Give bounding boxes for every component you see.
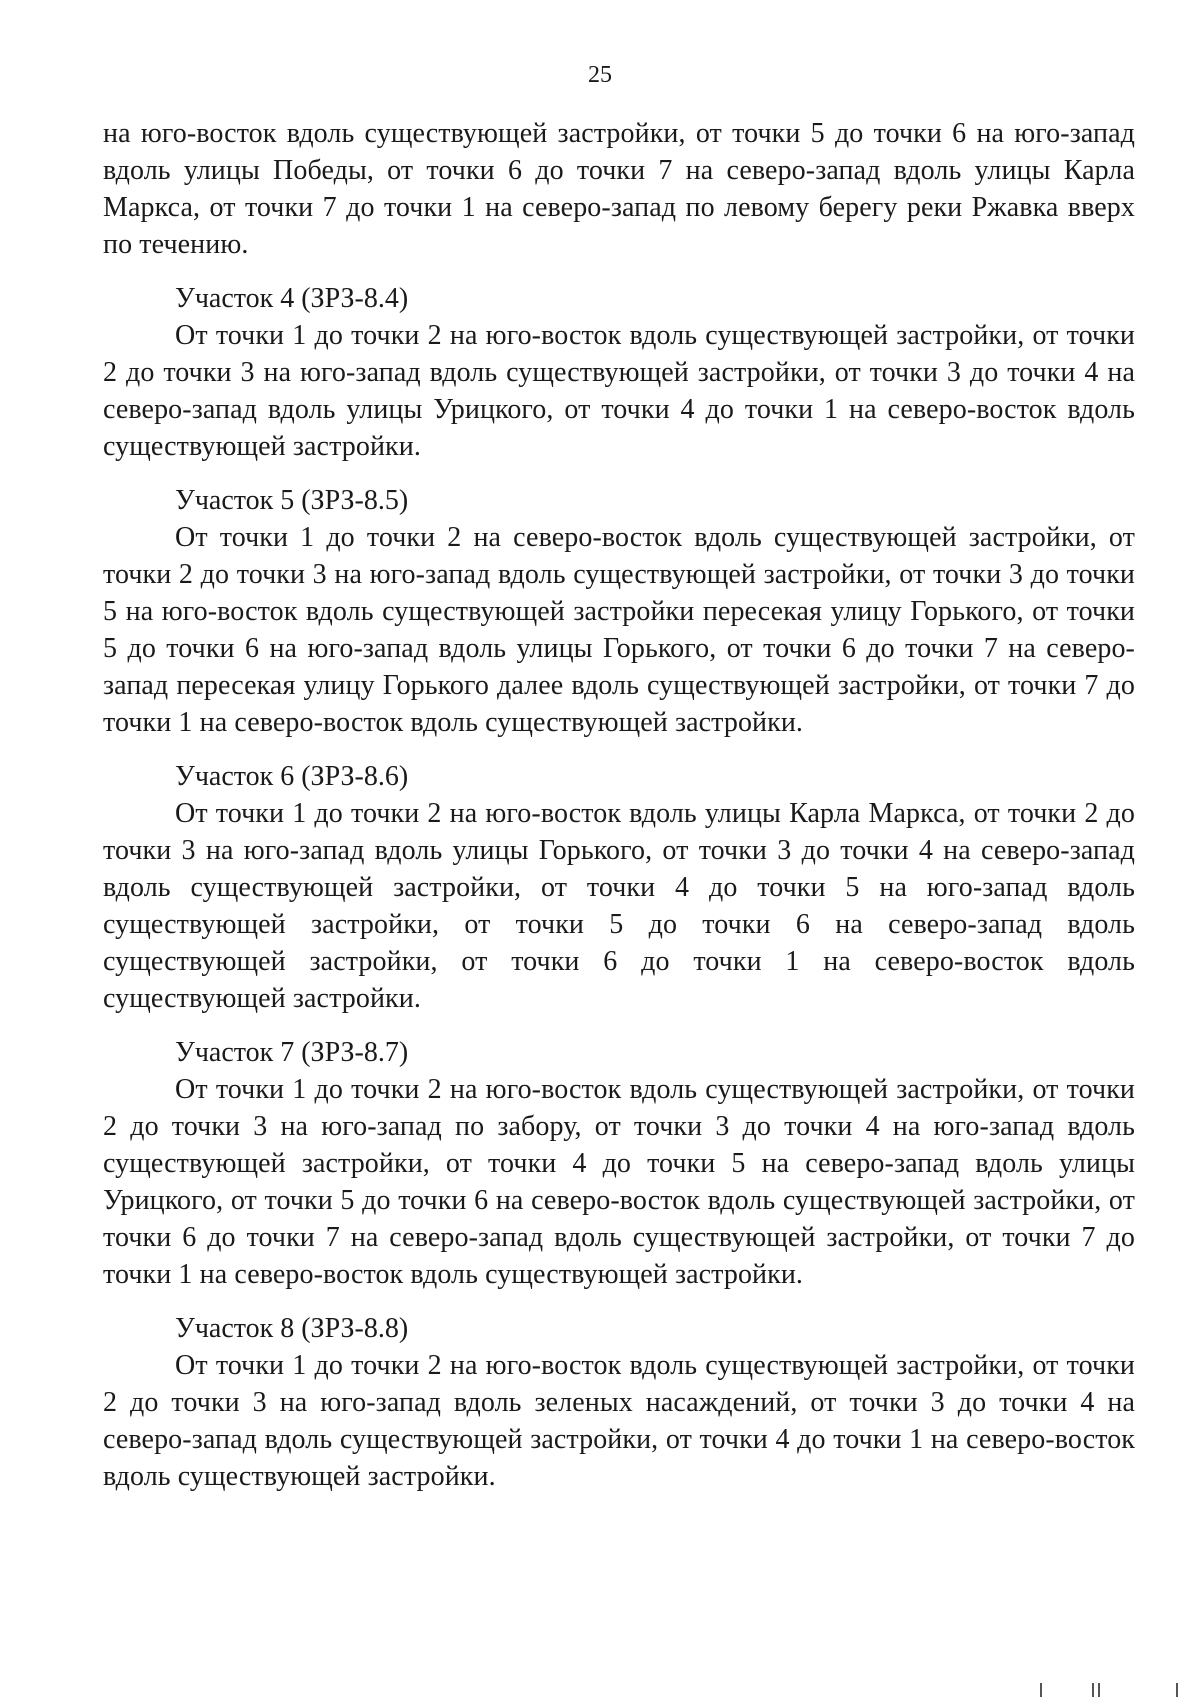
section-heading: Участок 6 (ЗРЗ-8.6)	[175, 761, 409, 792]
section-heading: Участок 8 (ЗРЗ-8.8)	[175, 1313, 409, 1344]
section-paragraph: От точки 1 до точки 2 на юго-восток вдоль существующей застройки, от точки 2 до точки 3 на юго-запад по забору, от точки 3 до точки 4 на юго-запад вдоль существующей застройки, от точки 4 до точки 5 на северо-запад вдоль улицы Урицкого, от точки 5 до точки 6 на северо-восток вдоль существующей застройки, от точки 6 до точки 7 на северо-запад вдоль существующей застройки, от точки 7 до точки 1 на северо-восток вдоль существующей застройки.	[103, 1074, 1135, 1290]
section-plot-4	[103, 280, 1135, 465]
scan-edge-mark	[1040, 1683, 1042, 1697]
section-heading: Участок 7 (ЗРЗ-8.7)	[175, 1037, 409, 1068]
section-heading: Участок 5 (ЗРЗ-8.5)	[175, 485, 409, 516]
section-plot-7	[103, 1034, 1135, 1293]
section-plot-5	[103, 482, 1135, 741]
section-paragraph: От точки 1 до точки 2 на северо-восток вдоль существующей застройки, от точки 2 до точки 3 на юго-запад вдоль существующей застройки, от точки 3 до точки 5 на юго-восток вдоль существующей застройки пересекая улицу Горького, от точки 5 до точки 6 на юго-запад вдоль улицы Горького, от точки 6 до точки 7 на северо-запад пересекая улицу Горького далее вдоль существующей застройки, от точки 7 до точки 1 на северо-восток вдоль существующей застройки.	[103, 522, 1135, 738]
section-plot-8	[103, 1310, 1135, 1495]
page-number: 25	[588, 62, 612, 88]
scan-edge-mark	[1176, 1683, 1178, 1697]
section-plot-6	[103, 758, 1135, 1017]
scan-edge-mark	[1098, 1683, 1100, 1697]
section-paragraph: От точки 1 до точки 2 на юго-восток вдоль существующей застройки, от точки 2 до точки 3 на юго-запад вдоль зеленых насаждений, от точки 3 до точки 4 на северо-запад вдоль существующей застройки, от точки 4 до точки 1 на северо-восток вдоль существующей застройки.	[103, 1350, 1135, 1492]
scan-edge-mark	[1092, 1683, 1094, 1697]
section-heading: Участок 4 (ЗРЗ-8.4)	[175, 283, 409, 314]
section-paragraph: От точки 1 до точки 2 на юго-восток вдоль существующей застройки, от точки 2 до точки 3 на юго-запад вдоль существующей застройки, от точки 3 до точки 4 на северо-запад вдоль улицы Урицкого, от точки 4 до точки 1 на северо-восток вдоль существующей застройки.	[103, 320, 1135, 462]
intro-paragraph: на юго-восток вдоль существующей застройки, от точки 5 до точки 6 на юго-запад вдоль улицы Победы, от точки 6 до точки 7 на северо-запад вдоль улицы Карла Маркса, от точки 7 до точки 1 на северо-запад по левому берегу реки Ржавка вверх по течению.	[103, 118, 1135, 260]
section-paragraph: От точки 1 до точки 2 на юго-восток вдоль улицы Карла Маркса, от точки 2 до точки 3 на юго-запад вдоль улицы Горького, от точки 3 до точки 4 на северо-запад вдоль существующей застройки, от точки 4 до точки 5 на юго-запад вдоль существующей застройки, от точки 5 до точки 6 на северо-запад вдоль существующей застройки, от точки 6 до точки 1 на северо-восток вдоль существующей застройки.	[103, 798, 1135, 1014]
document-body	[103, 115, 1135, 1495]
